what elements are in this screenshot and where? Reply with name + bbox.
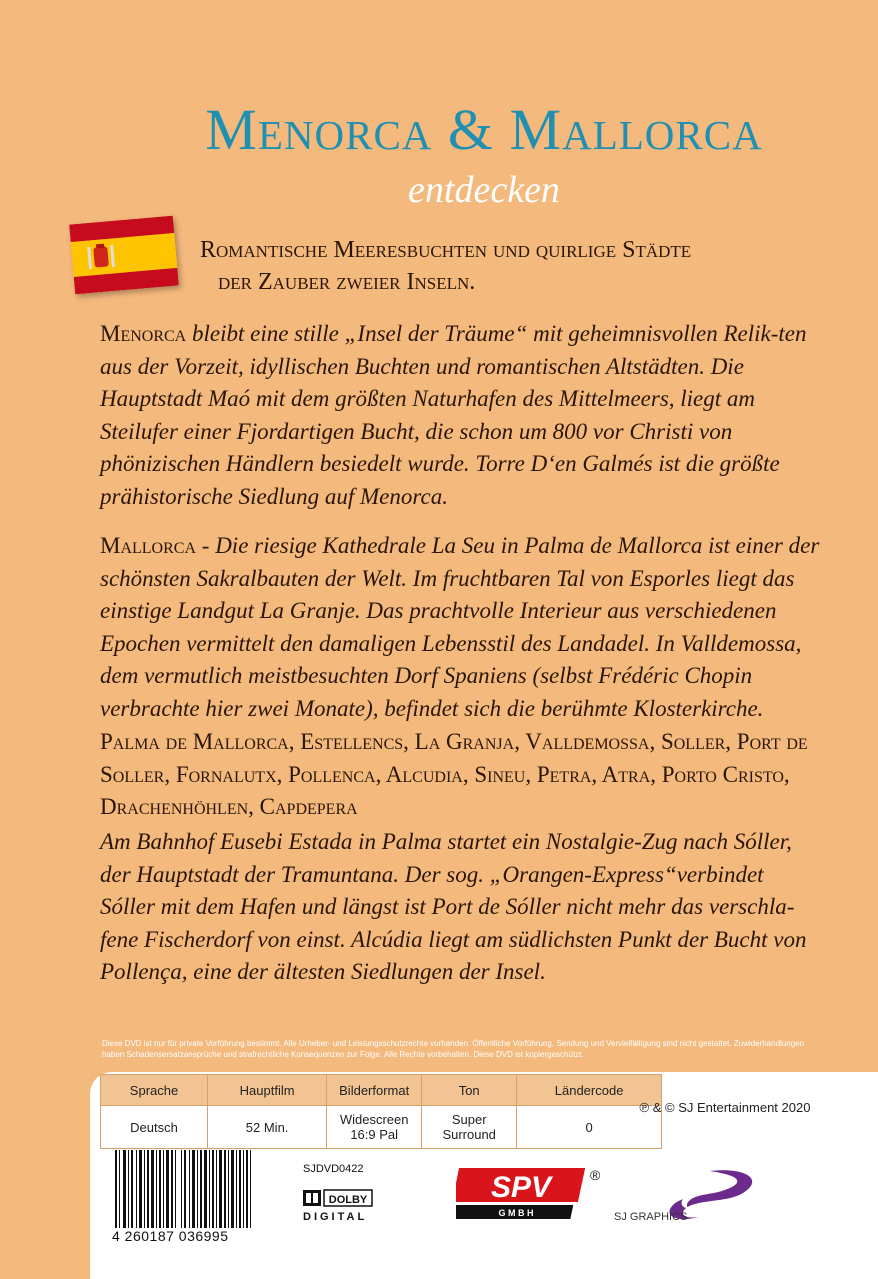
- spec-header: Ton: [422, 1075, 517, 1106]
- legal-notice: Diese DVD ist nur für private Vorführung bestimmt. Alle Urheber- und Leistungsschutzrechte vorhanden. Öffentliche Vorführung, Sendung und Vervielfältigung sind nicht gestattet. Zuwiderhandlungen haben Schadensersatzansprüche und strafrechtliche Konsequenzen zur Folge. Alle Rechte vorbehalten. Diese DVD ist kopiergeschützt.: [102, 1039, 805, 1059]
- spv-text: SPV: [490, 1171, 552, 1204]
- spec-value: Super Surround: [422, 1106, 517, 1149]
- spec-header: Hauptfilm: [208, 1075, 327, 1106]
- spec-header: Bilderformat: [327, 1075, 422, 1106]
- tagline: Romantische Meeresbuchten und quirlige Städte der Zauber zweier Inseln.: [200, 237, 692, 295]
- page-title: Menorca & Mallorca: [205, 97, 763, 162]
- places-list: Palma de Mallorca, Estellencs, La Granja, Valldemossa, Soller, Port de Soller, Fornalutx, Pollenca, Alcudia, Sineu, Petra, Atra, Porto Cristo, Drachenhöhlen, Capdepera: [100, 729, 808, 819]
- spec-value: Deutsch: [101, 1106, 208, 1149]
- spv-logo: [456, 1164, 606, 1222]
- registered-mark: ®: [590, 1167, 601, 1183]
- spec-value: 52 Min.: [208, 1106, 327, 1149]
- train-paragraph: Am Bahnhof Eusebi Estada in Palma startet ein Nostalgie-Zug nach Sóller, der Hauptstadt der Tramuntana. Der sog. „Orangen-Express“verbindet Sóller mit dem Hafen und längst ist Port de Sóller nicht mehr das verschla-fene Fischerdorf von einst. Alcúdia liegt am südlichsten Punkt der Bucht von Pollença, eine der ältesten Siedlungen der Insel.: [100, 829, 807, 984]
- mallorca-paragraph: Mallorca - Die riesige Kathedrale La Seu in Palma de Mallorca ist einer der schönsten Sakralbauten der Welt. Im fruchtbaren Tal von Esporles liegt das einstige Landgut La Granje. Das prachtvolle Interieur aus verschiedenen Epochen vermittelt den damaligen Lebensstil des Landadel. In Valldemossa, dem vermutlich meistbesuchten Dorf Spaniens (selbst Frédéric Chopin verbrachte hier zwei Monate), befindet sich die berühmte Klosterkirche.: [100, 533, 820, 721]
- spec-header: Sprache: [101, 1075, 208, 1106]
- page-subtitle: entdecken: [408, 169, 560, 211]
- copyright-notice: ℗ & © SJ Entertainment 2020: [639, 1100, 811, 1115]
- barcode-number: 4 260187 036995: [112, 1228, 262, 1244]
- dolby-digital-logo: [303, 1188, 403, 1224]
- dolby-digital-text: DIGITAL: [303, 1211, 368, 1223]
- spec-value: 0: [517, 1106, 662, 1149]
- spec-value: Widescreen 16:9 Pal: [327, 1106, 422, 1149]
- dolby-text: DOLBY: [328, 1194, 368, 1206]
- spain-flag-icon: [69, 216, 179, 295]
- spv-sub-text: G M B H: [498, 1208, 534, 1218]
- sj-graphics-text: SJ GRAPHICS: [614, 1211, 688, 1223]
- catalog-number: SJDVD0422: [303, 1163, 364, 1175]
- menorca-paragraph: Menorca bleibt eine stille „Insel der Träume“ mit geheimnisvollen Relik-ten aus der Vorzeit, idyllischen Buchten und romantischen Altstädten. Die Hauptstadt Maó mit dem größten Naturhafen des Mittelmeers, liegt am Steilufer einer Fjordartigen Bucht, die schon um 800 vor Christi von phönizischen Händlern besiedelt wurde. Torre D‘en Galmés ist die größte prähistorische Siedlung auf Menorca.: [100, 321, 807, 509]
- spec-header: Ländercode: [517, 1075, 662, 1106]
